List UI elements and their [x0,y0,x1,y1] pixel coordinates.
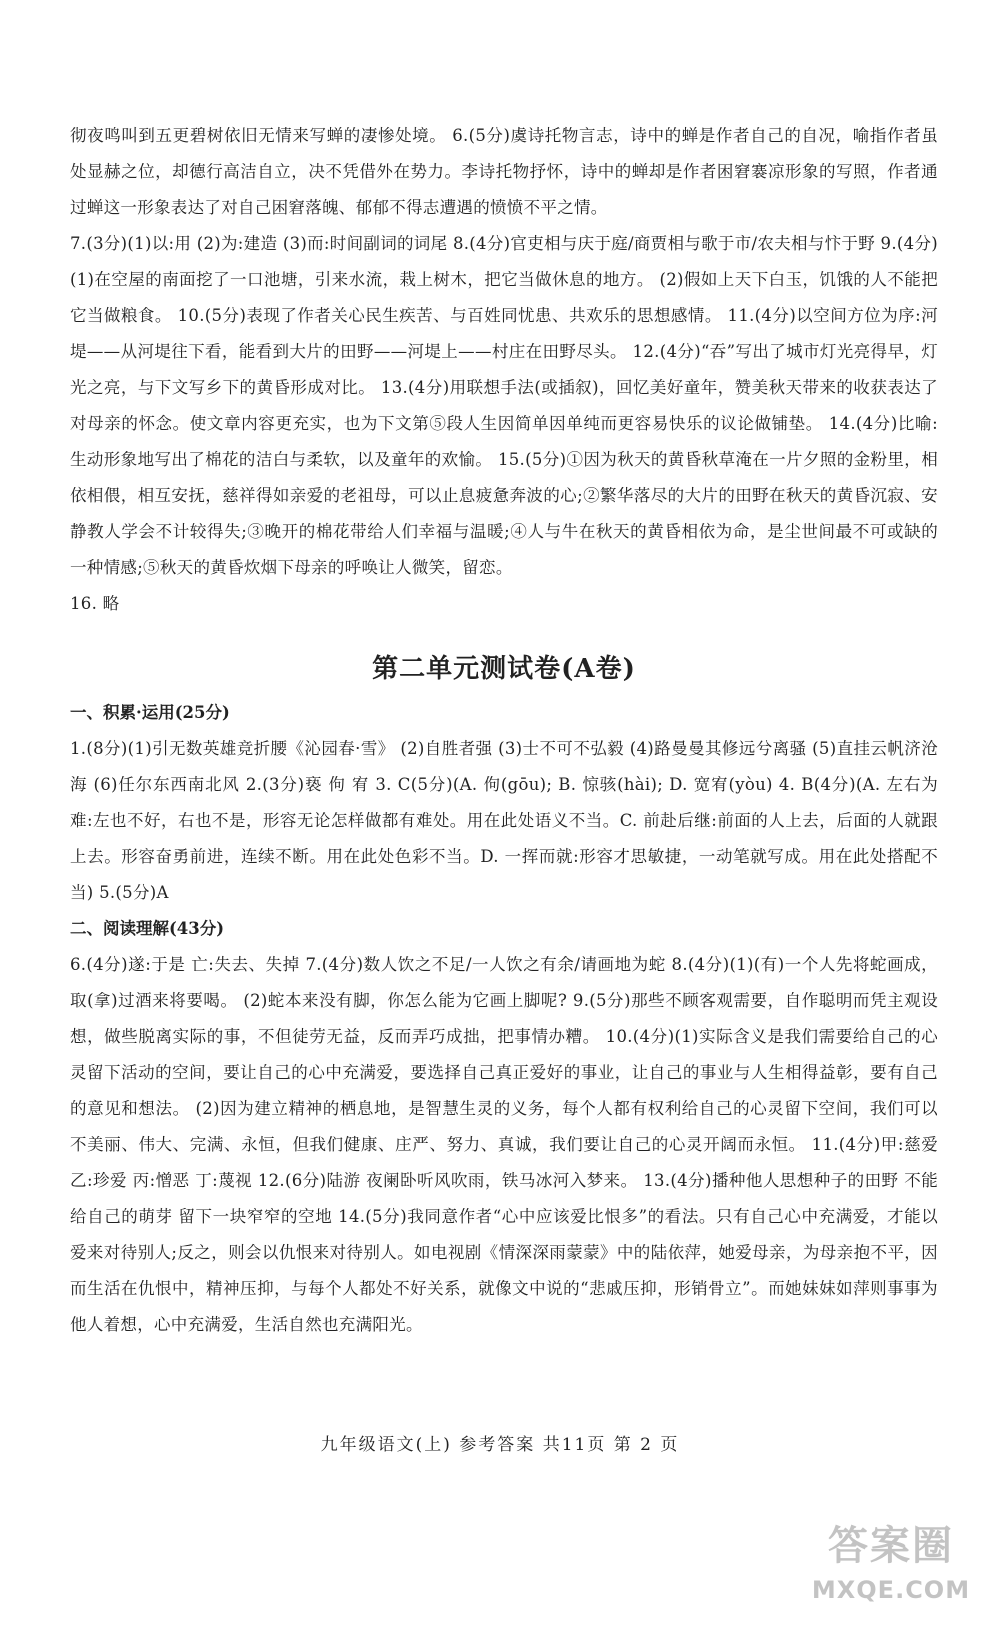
watermark-text: 答案圈 [828,1523,954,1569]
answer-page [70,118,938,1343]
answers-7-15-paragraph: 7.(3分)(1)以:用 (2)为:建造 (3)而:时间副词的词尾 8.(4分)官吏相与庆于庭/商贾相与歌于市/农夫相与忭于野 9.(4分)(1)在空屋的南面挖了一口池塘，引来水流，栽上树木，把它当做休息的地方。 (2)假如上天下白玉，饥饿的人不能把它当做粮食。 10.(5分)表现了作者关心民生疾苦、与百姓同忧患、共欢乐的思想感情。 11.(4分)以空间方位为序:河堤——从河堤往下看，能看到大片的田野——河堤上——村庄在田野尽头。 12.(4分)“吞”写出了城市灯光亮得早，灯光之亮，与下文写乡下的黄昏形成对比。 13.(4分)用联想手法(或插叙)，回忆美好童年，赞美秋天带来的收获表达了对母亲的怀念。使文章内容更充实，也为下文第⑤段人生因简单因单纯而更容易快乐的议论做铺垫。 14.(4分)比喻:生动形象地写出了棉花的洁白与柔软，以及童年的欢愉。 15.(5分)①因为秋天的黄昏秋草淹在一片夕照的金粉里，相依相偎，相互安抚，慈祥得如亲爱的老祖母，可以止息疲惫奔波的心;②繁华落尽的大片的田野在秋天的黄昏沉寂、安静教人学会不计较得失;③晚开的棉花带给人们幸福与温暖;④人与牛在秋天的黄昏相依为命，是尘世间最不可或缺的一种情感;⑤秋天的黄昏炊烟下母亲的呼唤让人微笑，留恋。 [70,234,938,577]
unit-title: 第二单元测试卷(A卷) [372,654,636,684]
watermark-url: MXQE.COM [811,1576,971,1604]
site-watermark-logo [796,1516,986,1626]
page-footer: 九年级语文(上) 参考答案 共11页 第 2 页 [320,1435,680,1455]
section-1-answers: 1.(8分)(1)引无数英雄竞折腰《沁园春·雪》 (2)自胜者强 (3)士不可不弘毅 (4)路曼曼其修远兮离骚 (5)直挂云帆济沧海 (6)任尔东西南北风 2.(3分)亵 佝 宥 3. C(5分)(A. 佝(gōu); B. 惊骇(hài); D. 宽宥(yòu) 4. B(4分)(A. 左右为难:左也不好，右也不是，形容无论怎样做都有难处。用在此处语义不当。C. 前赴后继:前面的人上去，后面的人就跟上去。形容奋勇前进，连续不断。用在此处色彩不当。D. 一挥而就:形容才思敏捷，一动笔就写成。用在此处搭配不当) 5.(5分)A [70,739,938,902]
continued-answers-paragraph: 彻夜鸣叫到五更碧树依旧无情来写蝉的凄惨处境。 6.(5分)虞诗托物言志，诗中的蝉是作者自己的自况，喻指作者虽处显赫之位，却德行高洁自立，决不凭借外在势力。李诗托物抒怀，诗中的蝉却是作者困窘褰凉形象的写照，作者通过蝉这一形象表达了对自己困窘落魄、郁郁不得志遭遇的愤愤不平之情。 [70,126,938,217]
section-2-answers: 6.(4分)遂:于是 亡:失去、失掉 7.(4分)数人饮之不足/一人饮之有余/请画地为蛇 8.(4分)(1)(有)一个人先将蛇画成，取(拿)过酒来将要喝。 (2)蛇本来没有脚，你怎么能为它画上脚呢? 9.(5分)那些不顾客观需要，自作聪明而凭主观设想，做些脱离实际的事，不但徒劳无益，反而弄巧成拙，把事情办糟。 10.(4分)(1)实际含义是我们需要给自己的心灵留下活动的空间，要让自己的心中充满爱，要选择自己真正爱好的事业，让自己的事业与人生相得益彰，要有自己的意见和想法。 (2)因为建立精神的栖息地，是智慧生灵的义务，每个人都有权利给自己的心灵留下空间，我们可以不美丽、伟大、完满、永恒，但我们健康、庄严、努力、真诚，我们要让自己的心灵开阔而永恒。 11.(4分)甲:慈爱 乙:珍爱 丙:憎恶 丁:蔑视 12.(6分)陆游 夜阑卧听风吹雨，铁马冰河入梦来。 13.(4分)播种他人思想种子的田野 不能给自己的萌芽 留下一块窄窄的空地 14.(5分)我同意作者“心中应该爱比恨多”的看法。只有自己心中充满爱，才能以爱来对待别人;反之，则会以仇恨来对待别人。如电视剧《情深深雨蒙蒙》中的陆依萍，她爱母亲，为母亲抱不平，因而生活在仇恨中，精神压抑，与每个人都处不好关系，就像文中说的“悲戚压抑，形销骨立”。而她妹妹如萍则事事为他人着想，心中充满爱，生活自然也充满阳光。 [70,955,938,1334]
section-2-heading: 二、阅读理解(43分) [70,919,225,938]
answer-16-paragraph: 16. 略 [70,594,120,613]
section-1-heading: 一、积累·运用(25分) [70,703,230,722]
